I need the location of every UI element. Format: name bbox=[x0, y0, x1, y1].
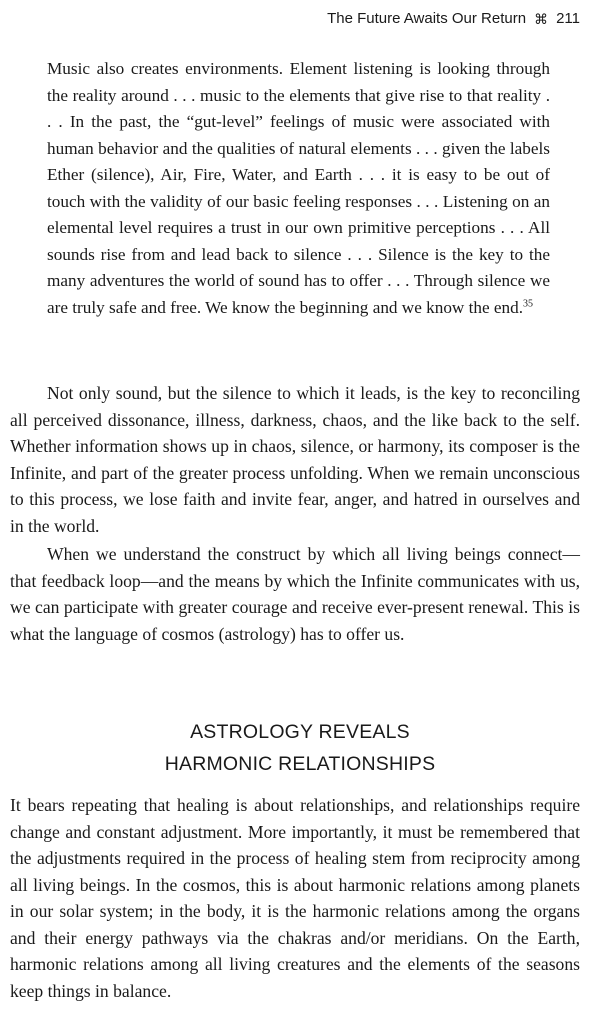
block-quote bbox=[47, 56, 550, 321]
running-head bbox=[327, 10, 580, 27]
footnote-reference: 35 bbox=[523, 297, 534, 309]
section-paragraph: It bears repeating that healing is about relationships, and relationships require change and constant adjustment. More importantly, it must be remembered that the adjustments required in the process of healing stem from reciprocity among all living beings. In the cosmos, this is about harmonic relations among planets in our solar system; in the body, it is the harmonic relations among the organs and their energy pathways via the chakras and/or meridians. On the Earth, harmonic relations among all living creatures and the elements of the seasons keep things in balance. bbox=[10, 795, 580, 1001]
block-quote-text: Music also creates environments. Element listening is looking through the reality around . . . music to the elements that give rise to that reality . . . In the past, the “gut-level” feelings of music were associated with human behavior and the qualities of natural elements . . . given the labels Ether (silence), Air, Fire, Water, and Earth . . . it is easy to be out of touch with the validity of our basic feeling responses . . . Listening on an elemental level requires a trust in our own primitive perceptions . . . All sounds rise from and lead back to silence . . . Silence is the key to the many adventures the world of sound has to offer . . . Through silence we are truly safe and free. We know the beginning and we know the end. bbox=[47, 59, 550, 317]
section-heading bbox=[0, 716, 600, 780]
section-heading-line: ASTROLOGY REVEALS bbox=[190, 721, 410, 743]
body-paragraph: When we understand the construct by which all living beings connect—that feedback loop—and the means by which the Infinite communicates with us, we can participate with greater courage and receive ever-present renewal. This is what the language of cosmos (astrology) has to offer us. bbox=[10, 544, 580, 644]
body-paragraph: Not only sound, but the silence to which it leads, is the key to reconciling all perceived dissonance, illness, darkness, chaos, and the like back to the self. Whether information shows up in chaos, silence, or harmony, its composer is the Infinite, and part of the greater process unfolding. When we remain unconscious to this process, we lose faith and invite fear, anger, and hatred in ourselves and in the world. bbox=[10, 383, 580, 536]
section-heading-line: HARMONIC RELATIONSHIPS bbox=[164, 753, 436, 775]
running-head-title: The Future Awaits Our Return bbox=[327, 10, 527, 27]
page-number: 211 bbox=[556, 10, 580, 27]
ornament-icon: ⌘ bbox=[534, 10, 549, 27]
